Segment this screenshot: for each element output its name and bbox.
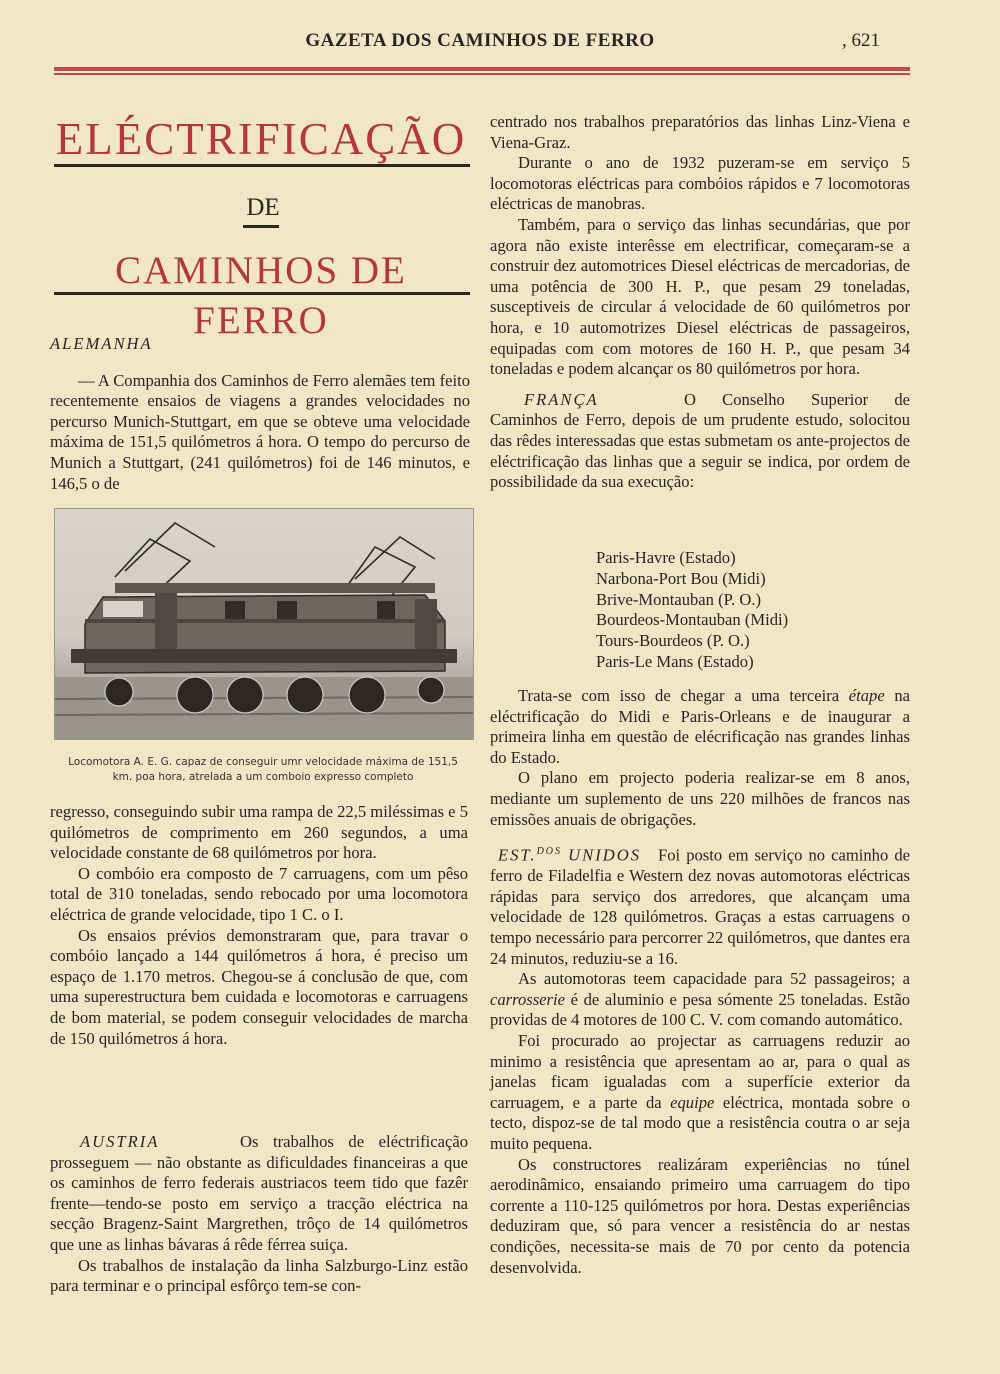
list-item: Paris-Havre (Estado) [596,548,736,567]
headline-de: DE [246,194,280,221]
locomotive-illustration [55,509,473,739]
section-alemanha-continued [50,802,468,1049]
paragraph-text: O Conselho Superior de Caminhos de Ferro, depois de um prudente estudo, solocitou das rêdes interessadas que estas submetam os ante-projectos de eléctrificação das linhas que a seguir se indica, por ordem de possibilidade da sua execução: [490,389,910,492]
paragraph-text: Os trabalhos de eléctrificação prosseguem — não obstante as dificuldades financeiras a que os caminhos de ferro federais austriacos teem tido que fazêr frente—tendo-se posto em serviço a tracção eléctrica na secção Bragenz-Saint Margrethen, trôço de 14 quilómetros que une as linhas bávaras á rêde férrea suiça. [50,1132,468,1254]
paragraph: Os trabalhos de instalação da linha Salzburgo-Linz estão para terminar e o principal esfôrço tem-se con- [50,1255,468,1296]
paragraph [490,842,910,969]
paragraph-text: eléctrica, montada sobre o tecto, dispoz-se de tal modo que a resistência coutra o ar seja muito pequena. [490,1092,910,1153]
paragraph: centrado nos trabalhos preparatórios das linhas Linz-Viena e Viena-Graz. [490,112,910,152]
header-rule-bottom [54,73,910,75]
paragraph-text: na eléctrificação do Midi e Paris-Orleans e de inaugurar a primeira linha em questão de elécrificação nas grandes linhas do Estado. [490,686,910,767]
section-label-alemanha: ALEMANHA [50,334,153,353]
page-number: , 621 [842,30,880,51]
paragraph: O combóio era composto de 7 carruagens, com um pêso total de 310 toneladas, sendo rebocado por uma locomotora eléctrica de grande velocidade, tipo 1 C. o I. [50,863,468,924]
paragraph: — A Companhia dos Caminhos de Ferro alemães tem feito recentemente ensaios de viagens a grandes velocidades no percurso Munich-Stuttgart, em que se obteve uma velocidade máxima de 151,5 quilómetros á hora. O tempo do percurso de Munich a Stuttgart, (241 quilómetros) foi de 146 minutos, e 146,5 o de [50,370,470,493]
emphasis: carrosserie [490,989,565,1009]
running-title: GAZETA DOS CAMINHOS DE FERRO [305,30,655,51]
headline-rule-2 [54,292,470,295]
list-item: Brive-Montauban (P. O.) [596,589,761,609]
paragraph [490,1031,910,1155]
list-item: Tours-Bourdeos (P. O.) [596,631,750,651]
section-alemanha [50,334,470,494]
paragraph: Os ensaios prévios demonstraram que, para travar o combóio lançado a 144 quilómetros á hora, é preciso um espaço de 1.170 metros. Chegou-se á conclusão de que, com uma superestructura bem cuidada e locomotoras e carruagens de bom material, se podem conseguir velocidades de marcha de 150 quilómetros á hora. [50,925,468,1048]
list-item: Narbona-Port Bou (Midi) [596,568,766,588]
paragraph: Também, para o serviço das linhas secundárias, que por agora não existe interêsse em electrificar, começaram-se a construir dez automotrices Diesel eléctricas de mercadorias, de uma potência de 300 H. P., que pesam 29 toneladas, susceptiveis de circular á velocidade de 60 quilómetros por hora, e 10 automotrizes Diesel eléctricas de passageiros, equipadas com com motores de 160 H. P., que pesam 34 toneladas e podem alcançar os 80 quilómetros por hora. [490,214,910,379]
paragraph: Os constructores realizáram experiências no túnel aerodinâmico, ensaiando primeiro uma carruagem do tipo corrente a 110-125 quilómetros por hora. Destas experiências deduziram que, só para vencer a resistência do ar nestas condições, necessita-se mais de 70 por cento da potencia desenvolvida. [490,1154,910,1277]
route-list [596,548,788,673]
paragraph-text: Foi procurado ao projectar as carruagens reduzir ao minimo a resistência que apresentam ao ar, para o qual as janelas ficam igualadas com a superfície exterior da carruagem, e a parte da [490,1031,910,1112]
section-label-estados-unidos: EST.$^{DOS}$ UNIDOS [498,845,642,865]
list-item: Paris-Le Mans (Estado) [596,651,754,671]
paragraph-text: Foi posto em serviço no caminho de ferro de Filadelfia e Western dez novas automotoras eléctricas rápidas para serviço dos arredores, que alcançam uma velocidade de 128 quilómetros. Graças a estas carruagens o tempo necessário para percorrer 22 quilómetros, que dantes era 24 minutos, reduziu-se a 16. [490,845,910,968]
paragraph [490,969,910,1031]
header-rule-top [54,67,910,71]
locomotive-photo [54,508,474,740]
paragraph-text: é de aluminio e pesa sómente 25 toneladas. Estão providas de 4 motores de 100 C. V. com comando automático. [490,989,910,1030]
paragraph [50,1132,468,1256]
paragraph [490,686,910,768]
paragraph: regresso, conseguindo subir uma rampa de 22,5 miléssimas e 5 quilómetros de comprimento em 260 segundos, a uma velocidade constante de 68 quilómetros por hora. [50,802,468,863]
section-label-austria: AUSTRIA [80,1132,160,1151]
right-column-top [490,112,910,493]
right-column-bottom [490,686,910,1278]
headline-rule-1 [54,164,470,167]
paragraph [490,390,910,493]
photo-caption: Locomotora A. E. G. capaz de conseguir umr velocidade máxima de 151,5 km. poa hora, atrelada a um comboio expresso completo [68,756,458,783]
paragraph: O plano em projecto poderia realizar-se em 8 anos, mediante um suplemento de uns 220 milhões de francos nas emissões anuais de obrigações. [490,768,910,829]
list-item: Bourdeos-Montauban (Midi) [596,610,789,630]
paragraph-text: As automotoras teem capacidade para 52 passageiros; a [518,969,910,989]
headline-caminhos-de-ferro: CAMINHOS DE FERRO [115,249,407,342]
emphasis: equipe [670,1092,715,1112]
section-label-franca: FRANÇA [524,389,599,409]
section-austria [50,1132,468,1297]
headline-electrificacao: ELÉCTRIFICAÇÃO [55,114,467,164]
emphasis: étape [848,686,885,705]
paragraph: Durante o ano de 1932 puzeram-se em serviço 5 locomotoras eléctricas para combóios rápidos e 7 locomotoras eléctricas de manobras. [490,153,910,214]
paragraph-text: Trata-se com isso de chegar a uma terceira [518,686,849,705]
headline-de-rule [243,225,279,228]
